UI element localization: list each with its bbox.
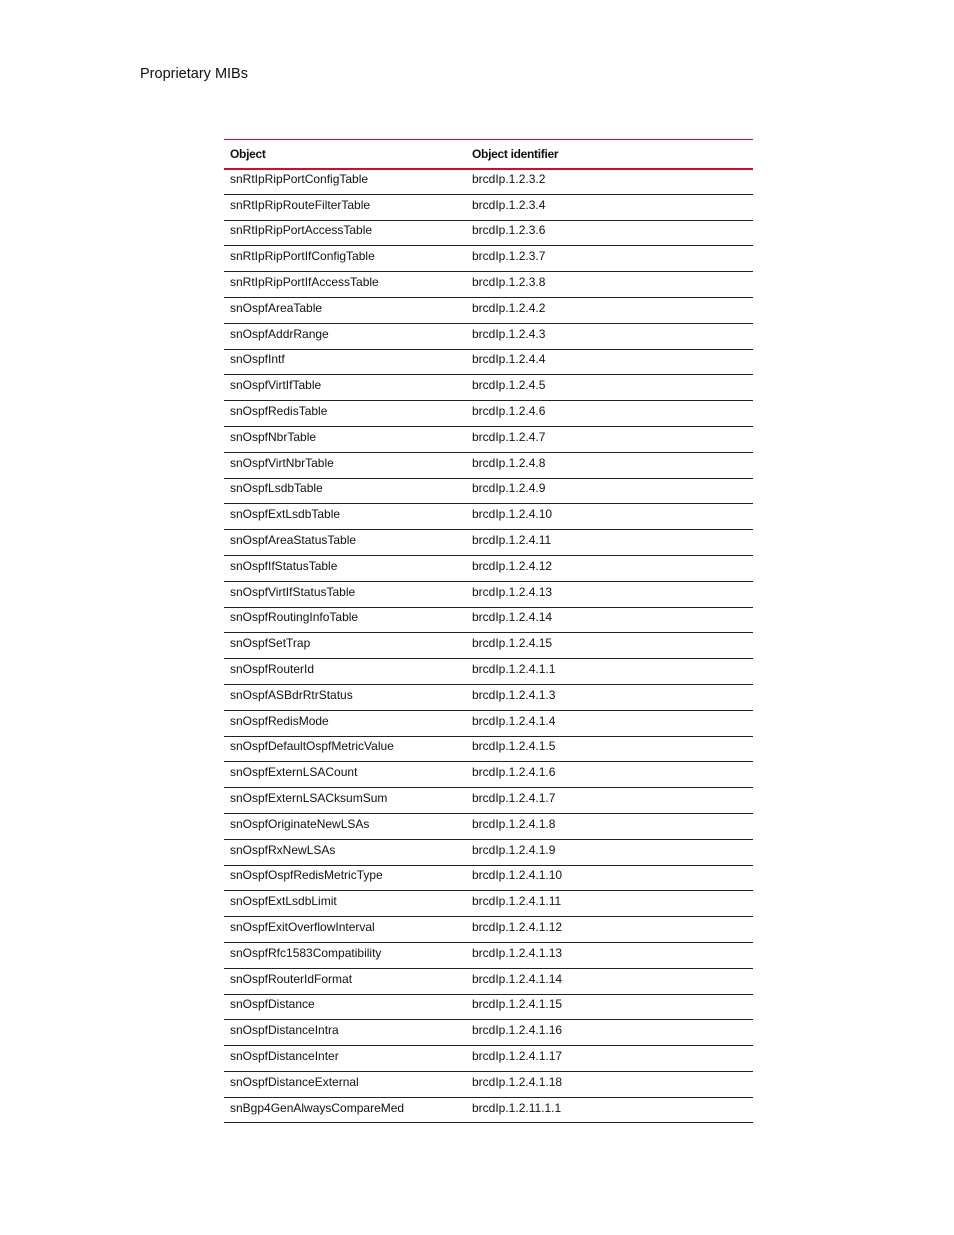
cell-object-identifier: brcdIp.1.2.4.11 bbox=[472, 533, 552, 548]
cell-object: snOspfAreaStatusTable bbox=[230, 533, 357, 548]
table-header bbox=[224, 140, 753, 169]
cell-object-identifier: brcdIp.1.2.4.2 bbox=[472, 300, 546, 315]
cell-object-identifier: brcdIp.1.2.4.13 bbox=[472, 584, 553, 599]
table-row bbox=[224, 323, 753, 349]
cell-object-identifier: brcdIp.1.2.4.7 bbox=[472, 429, 546, 444]
cell-object: snOspfRfc1583Compatibility bbox=[230, 945, 382, 960]
cell-object: snOspfDistanceInter bbox=[230, 1048, 339, 1063]
cell-object-identifier: brcdIp.1.2.3.6 bbox=[472, 223, 546, 238]
table-row bbox=[224, 813, 753, 839]
cell-object: snOspfAreaTable bbox=[230, 300, 323, 315]
cell-object: snOspfRedisMode bbox=[230, 713, 329, 728]
cell-object-identifier: brcdIp.1.2.11.1.1 bbox=[472, 1100, 562, 1115]
cell-object-identifier: brcdIp.1.2.4.5 bbox=[472, 378, 546, 393]
mib-object-table bbox=[224, 139, 753, 1123]
cell-object-identifier: brcdIp.1.2.4.1.17 bbox=[472, 1048, 563, 1063]
cell-object: snOspfAddrRange bbox=[230, 326, 329, 341]
cell-object: snBgp4GenAlwaysCompareMed bbox=[230, 1100, 405, 1115]
cell-object-identifier: brcdIp.1.2.4.1.14 bbox=[472, 971, 563, 986]
table-row bbox=[224, 272, 753, 298]
cell-object-identifier: brcdIp.1.2.4.1.18 bbox=[472, 1074, 563, 1089]
cell-object: snOspfLsdbTable bbox=[230, 481, 323, 496]
cell-object-identifier: brcdIp.1.2.4.1.3 bbox=[472, 687, 556, 702]
table-row bbox=[224, 1020, 753, 1046]
table-row bbox=[224, 968, 753, 994]
cell-object-identifier: brcdIp.1.2.4.1.1 bbox=[472, 662, 556, 677]
cell-object-identifier: brcdIp.1.2.4.1.4 bbox=[472, 713, 556, 728]
cell-object: snOspfVirtIfTable bbox=[230, 378, 322, 393]
cell-object: snOspfRouterId bbox=[230, 662, 315, 677]
cell-object: snOspfDistance bbox=[230, 997, 315, 1012]
cell-object-identifier: brcdIp.1.2.3.7 bbox=[472, 249, 546, 264]
cell-object-identifier: brcdIp.1.2.4.9 bbox=[472, 481, 546, 496]
table-row bbox=[224, 994, 753, 1020]
table-row bbox=[224, 194, 753, 220]
cell-object: snOspfVirtIfStatusTable bbox=[230, 584, 356, 599]
table-row bbox=[224, 220, 753, 246]
cell-object: snOspfDistanceExternal bbox=[230, 1074, 359, 1089]
cell-object-identifier: brcdIp.1.2.4.1.8 bbox=[472, 816, 556, 831]
cell-object: snOspfOriginateNewLSAs bbox=[230, 816, 370, 831]
table-body bbox=[224, 169, 753, 1123]
cell-object-identifier: brcdIp.1.2.4.1.12 bbox=[472, 920, 563, 934]
cell-object: snOspfDefaultOspfMetricValue bbox=[230, 739, 394, 754]
cell-object: snOspfExitOverflowInterval bbox=[230, 920, 375, 934]
cell-object-identifier: brcdIp.1.2.4.12 bbox=[472, 558, 553, 573]
column-header-object: Object bbox=[230, 146, 266, 161]
cell-object: snOspfRedisTable bbox=[230, 404, 328, 419]
column-header-object-identifier: Object identifier bbox=[472, 146, 559, 161]
cell-object: snOspfRxNewLSAs bbox=[230, 842, 336, 857]
table-row bbox=[224, 1046, 753, 1072]
cell-object-identifier: brcdIp.1.2.4.8 bbox=[472, 455, 546, 470]
table-row bbox=[224, 710, 753, 736]
table-row bbox=[224, 349, 753, 375]
cell-object: snOspfIntf bbox=[230, 352, 285, 367]
table-row bbox=[224, 917, 753, 943]
cell-object-identifier: brcdIp.1.2.4.14 bbox=[472, 610, 553, 625]
cell-object: snOspfVirtNbrTable bbox=[230, 455, 334, 470]
cell-object-identifier: brcdIp.1.2.4.1.10 bbox=[472, 868, 563, 883]
cell-object-identifier: brcdIp.1.2.4.4 bbox=[472, 352, 546, 367]
cell-object: snOspfDistanceIntra bbox=[230, 1023, 339, 1038]
cell-object: snOspfSetTrap bbox=[230, 636, 311, 651]
table-row bbox=[224, 530, 753, 556]
table-header-row bbox=[224, 140, 753, 169]
cell-object-identifier: brcdIp.1.2.4.6 bbox=[472, 404, 546, 419]
cell-object-identifier: brcdIp.1.2.4.1.5 bbox=[472, 739, 556, 754]
cell-object: snOspfOspfRedisMetricType bbox=[230, 868, 383, 883]
cell-object: snOspfExternLSACount bbox=[230, 765, 358, 780]
cell-object: snOspfNbrTable bbox=[230, 429, 317, 444]
table-row bbox=[224, 607, 753, 633]
table-row bbox=[224, 684, 753, 710]
table-row bbox=[224, 169, 753, 195]
cell-object-identifier: brcdIp.1.2.3.2 bbox=[472, 172, 546, 187]
table-row bbox=[224, 1097, 753, 1123]
cell-object: snRtIpRipPortAccessTable bbox=[230, 223, 373, 238]
table-row bbox=[224, 246, 753, 272]
table-row bbox=[224, 1071, 753, 1097]
cell-object: snRtIpRipRouteFilterTable bbox=[230, 197, 371, 212]
cell-object: snOspfASBdrRtrStatus bbox=[230, 687, 353, 702]
table-row bbox=[224, 942, 753, 968]
table-row bbox=[224, 297, 753, 323]
cell-object: snOspfExtLsdbLimit bbox=[230, 894, 337, 909]
table-row bbox=[224, 504, 753, 530]
table-row bbox=[224, 839, 753, 865]
table-row bbox=[224, 555, 753, 581]
table-row bbox=[224, 891, 753, 917]
cell-object-identifier: brcdIp.1.2.4.10 bbox=[472, 507, 553, 522]
cell-object: snRtIpRipPortIfAccessTable bbox=[230, 275, 379, 290]
table-row bbox=[224, 659, 753, 685]
cell-object: snOspfExtLsdbTable bbox=[230, 507, 341, 522]
cell-object: snOspfRoutingInfoTable bbox=[230, 610, 359, 625]
table-row bbox=[224, 633, 753, 659]
table-row bbox=[224, 865, 753, 891]
cell-object: snOspfExternLSACksumSum bbox=[230, 791, 388, 806]
cell-object-identifier: brcdIp.1.2.4.3 bbox=[472, 326, 546, 341]
cell-object: snOspfRouterIdFormat bbox=[230, 971, 353, 986]
running-header-title: Proprietary MIBs bbox=[140, 66, 248, 82]
table-row bbox=[224, 478, 753, 504]
table-row bbox=[224, 762, 753, 788]
cell-object: snRtIpRipPortConfigTable bbox=[230, 172, 369, 187]
cell-object-identifier: brcdIp.1.2.4.1.9 bbox=[472, 842, 556, 857]
cell-object-identifier: brcdIp.1.2.4.1.11 bbox=[472, 894, 562, 909]
cell-object: snOspfIfStatusTable bbox=[230, 558, 338, 573]
cell-object-identifier: brcdIp.1.2.4.15 bbox=[472, 636, 553, 651]
cell-object-identifier: brcdIp.1.2.3.8 bbox=[472, 275, 546, 290]
table-row bbox=[224, 736, 753, 762]
table-row bbox=[224, 375, 753, 401]
cell-object-identifier: brcdIp.1.2.4.1.13 bbox=[472, 945, 563, 960]
cell-object-identifier: brcdIp.1.2.4.1.6 bbox=[472, 765, 556, 780]
table-row bbox=[224, 788, 753, 814]
table-row bbox=[224, 581, 753, 607]
cell-object: snRtIpRipPortIfConfigTable bbox=[230, 249, 375, 264]
cell-object-identifier: brcdIp.1.2.4.1.16 bbox=[472, 1023, 563, 1038]
table-row bbox=[224, 426, 753, 452]
table-row bbox=[224, 452, 753, 478]
cell-object-identifier: brcdIp.1.2.3.4 bbox=[472, 197, 546, 212]
cell-object-identifier: brcdIp.1.2.4.1.15 bbox=[472, 997, 563, 1012]
table-row bbox=[224, 401, 753, 427]
cell-object-identifier: brcdIp.1.2.4.1.7 bbox=[472, 791, 556, 806]
